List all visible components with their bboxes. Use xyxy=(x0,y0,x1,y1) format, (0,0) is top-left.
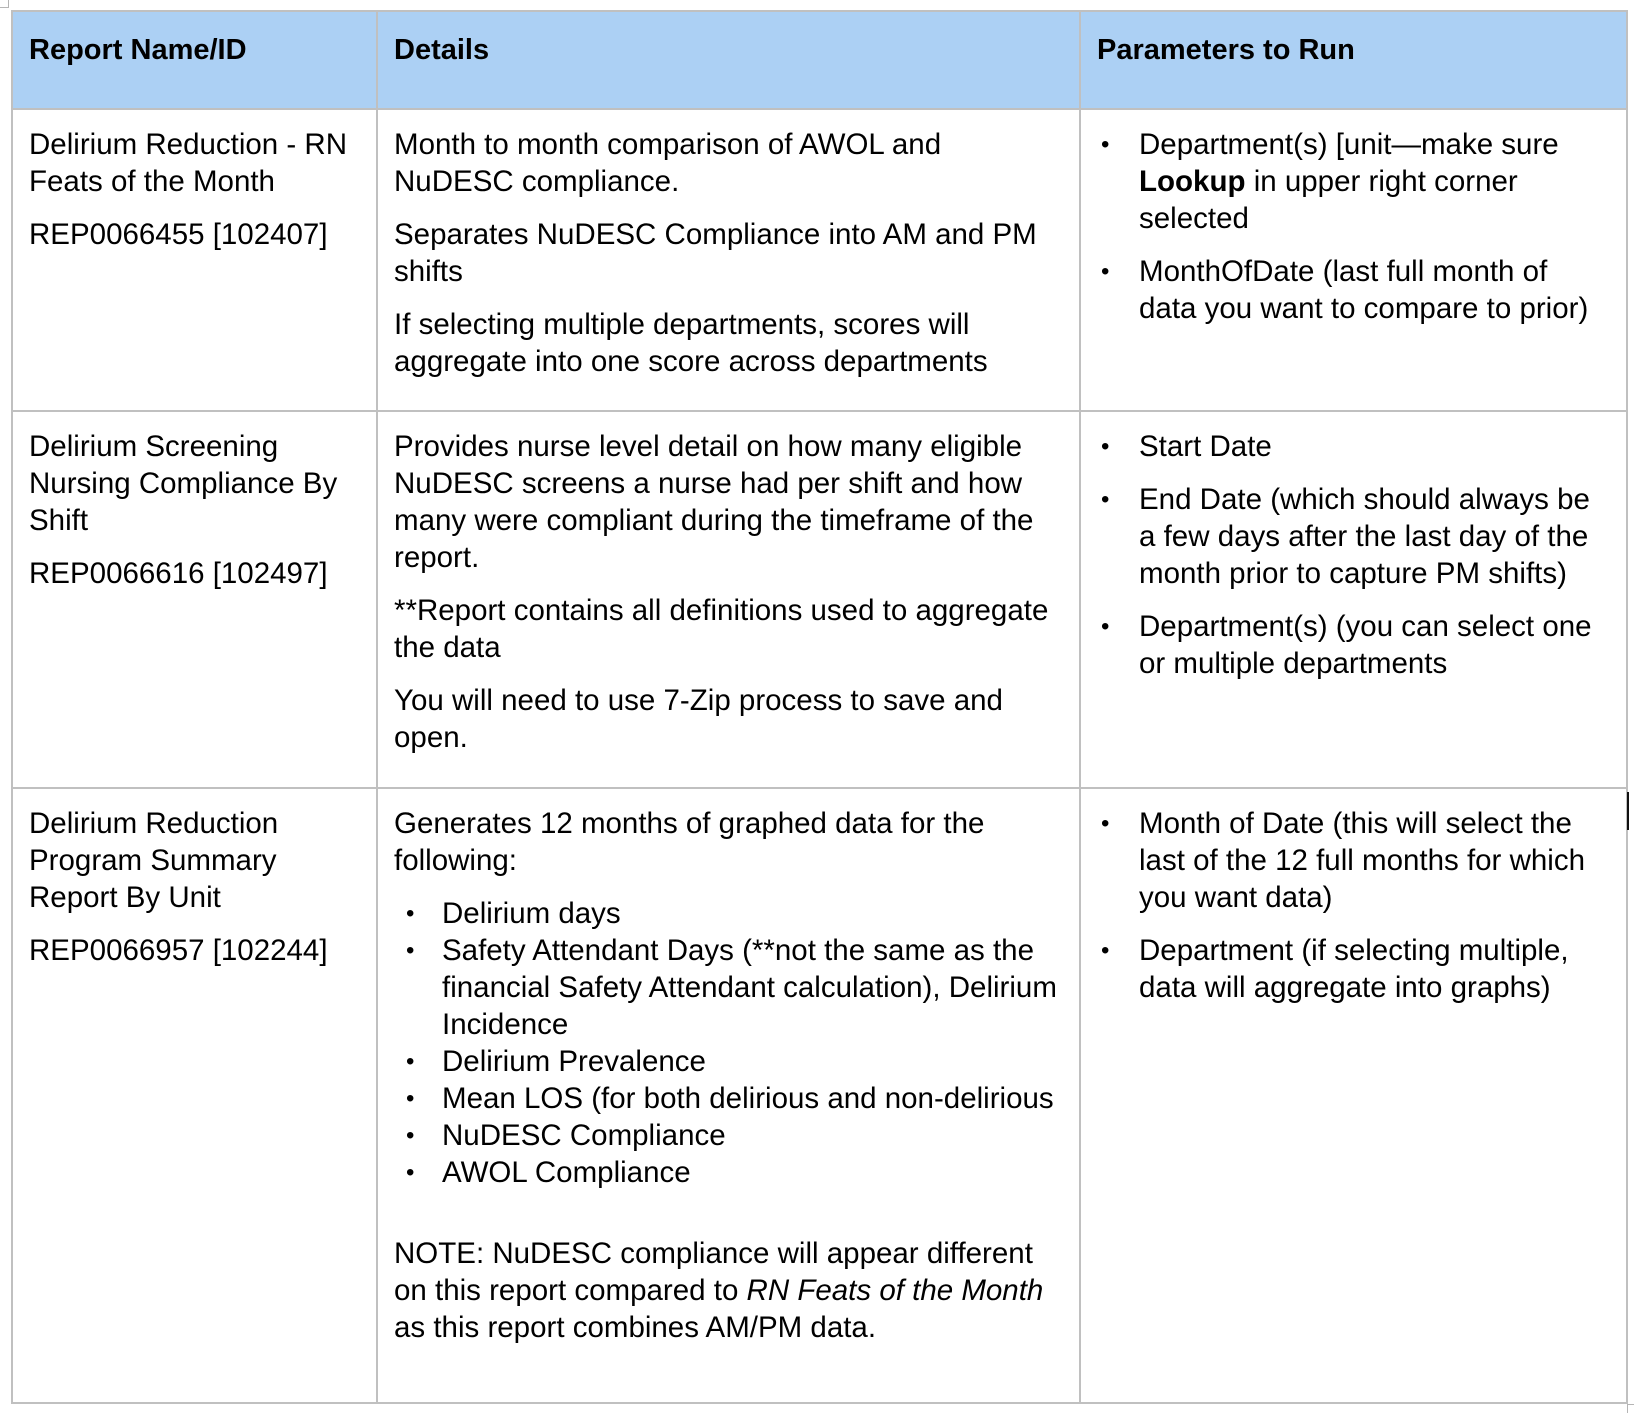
metric-text: Mean LOS (for both delirious and non-delirious xyxy=(442,1082,1054,1115)
report-table xyxy=(11,10,1628,1404)
header-report-name: Report Name/ID xyxy=(12,11,377,109)
parameters-list xyxy=(1097,805,1612,1006)
note-text: as this report combines AM/PM data. xyxy=(394,1311,877,1344)
page-corner-mark xyxy=(1627,1404,1634,1413)
report-name: Delirium Reduction Program Summary Report By Unit xyxy=(29,807,279,914)
details-paragraph: Separates NuDESC Compliance into AM and PM shifts xyxy=(394,218,1037,288)
text-cursor xyxy=(1627,792,1629,830)
bullet-icon: • xyxy=(1101,937,1110,964)
bullet-icon: • xyxy=(406,1122,415,1149)
parameter-text: Department (if selecting multiple, data will aggregate into graphs) xyxy=(1139,934,1569,1004)
parameters-cell xyxy=(1080,411,1627,788)
parameters-cell xyxy=(1080,788,1627,1403)
graphed-metrics-list xyxy=(394,895,1065,1191)
details-paragraph: If selecting multiple departments, scores will aggregate into one score across departments xyxy=(394,308,988,378)
metric-item xyxy=(394,1117,1065,1154)
report-id: REP0066616 [102497] xyxy=(29,557,328,590)
report-name-cell xyxy=(12,411,377,788)
table-row xyxy=(12,411,1627,788)
bullet-icon: • xyxy=(1101,486,1110,513)
metric-text: AWOL Compliance xyxy=(442,1156,691,1189)
bullet-icon: • xyxy=(1101,810,1110,837)
report-name: Delirium Screening Nursing Compliance By Shift xyxy=(29,430,338,537)
parameter-text: Department(s) (you can select one or multiple departments xyxy=(1139,610,1592,680)
parameter-text: in upper right corner selected xyxy=(1139,165,1518,235)
header-parameters: Parameters to Run xyxy=(1080,11,1627,109)
metric-item xyxy=(394,1154,1065,1191)
bullet-icon: • xyxy=(406,900,415,927)
parameter-text: Department(s) [unit—make sure xyxy=(1139,128,1559,161)
parameter-item xyxy=(1097,932,1612,1006)
report-name: Delirium Reduction - RN Feats of the Month xyxy=(29,128,348,198)
details-paragraph: Month to month comparison of AWOL and NuDESC compliance. xyxy=(394,128,942,198)
parameter-item xyxy=(1097,805,1612,916)
parameter-item xyxy=(1097,126,1612,237)
parameter-item xyxy=(1097,608,1612,682)
details-cell xyxy=(377,411,1080,788)
details-cell xyxy=(377,788,1080,1403)
header-row xyxy=(12,11,1627,109)
parameter-text: Start Date xyxy=(1139,430,1272,463)
report-name-cell xyxy=(12,788,377,1403)
bullet-icon: • xyxy=(406,937,415,964)
note-paragraph xyxy=(394,1235,1065,1346)
table-row xyxy=(12,788,1627,1403)
note-italic-text: RN Feats of the Month xyxy=(746,1274,1044,1307)
parameter-text: MonthOfDate (last full month of data you want to compare to prior) xyxy=(1139,255,1589,325)
report-id: REP0066455 [102407] xyxy=(29,218,328,251)
details-paragraph: You will need to use 7-Zip process to save and open. xyxy=(394,684,1003,754)
report-id: REP0066957 [102244] xyxy=(29,934,328,967)
parameter-item xyxy=(1097,253,1612,327)
metric-item xyxy=(394,932,1065,1043)
parameter-item xyxy=(1097,481,1612,592)
metric-text: Safety Attendant Days (**not the same as the financial Safety Attendant calculation), Delirium Incidence xyxy=(442,934,1057,1041)
metric-text: Delirium Prevalence xyxy=(442,1045,706,1078)
metric-text: NuDESC Compliance xyxy=(442,1119,726,1152)
table-row xyxy=(12,109,1627,411)
bullet-icon: • xyxy=(1101,613,1110,640)
metric-item xyxy=(394,895,1065,932)
parameter-text: End Date (which should always be a few days after the last day of the month prior to capture PM shifts) xyxy=(1139,483,1590,590)
metric-item xyxy=(394,1080,1065,1117)
parameters-list xyxy=(1097,126,1612,327)
parameter-text: Month of Date (this will select the last of the 12 full months for which you want data) xyxy=(1139,807,1586,914)
metric-item xyxy=(394,1043,1065,1080)
details-paragraph: **Report contains all definitions used to aggregate the data xyxy=(394,594,1049,664)
bullet-icon: • xyxy=(1101,258,1110,285)
report-name-cell xyxy=(12,109,377,411)
parameter-bold-text: Lookup xyxy=(1139,165,1246,198)
details-paragraph: Generates 12 months of graphed data for the following: xyxy=(394,807,985,877)
page-corner-mark xyxy=(0,0,9,8)
bullet-icon: • xyxy=(1101,433,1110,460)
bullet-icon: • xyxy=(406,1159,415,1186)
details-paragraph: Provides nurse level detail on how many eligible NuDESC screens a nurse had per shift and how many were compliant during the timeframe of the report. xyxy=(394,430,1034,574)
bullet-icon: • xyxy=(406,1048,415,1075)
metric-text: Delirium days xyxy=(442,897,621,930)
bullet-icon: • xyxy=(406,1085,415,1112)
parameter-item xyxy=(1097,428,1612,465)
details-cell xyxy=(377,109,1080,411)
parameters-list xyxy=(1097,428,1612,682)
parameters-cell xyxy=(1080,109,1627,411)
note-text: NOTE: NuDESC compliance will appear different on this report compared to xyxy=(394,1237,1033,1307)
bullet-icon: • xyxy=(1101,131,1110,158)
header-details: Details xyxy=(377,11,1080,109)
